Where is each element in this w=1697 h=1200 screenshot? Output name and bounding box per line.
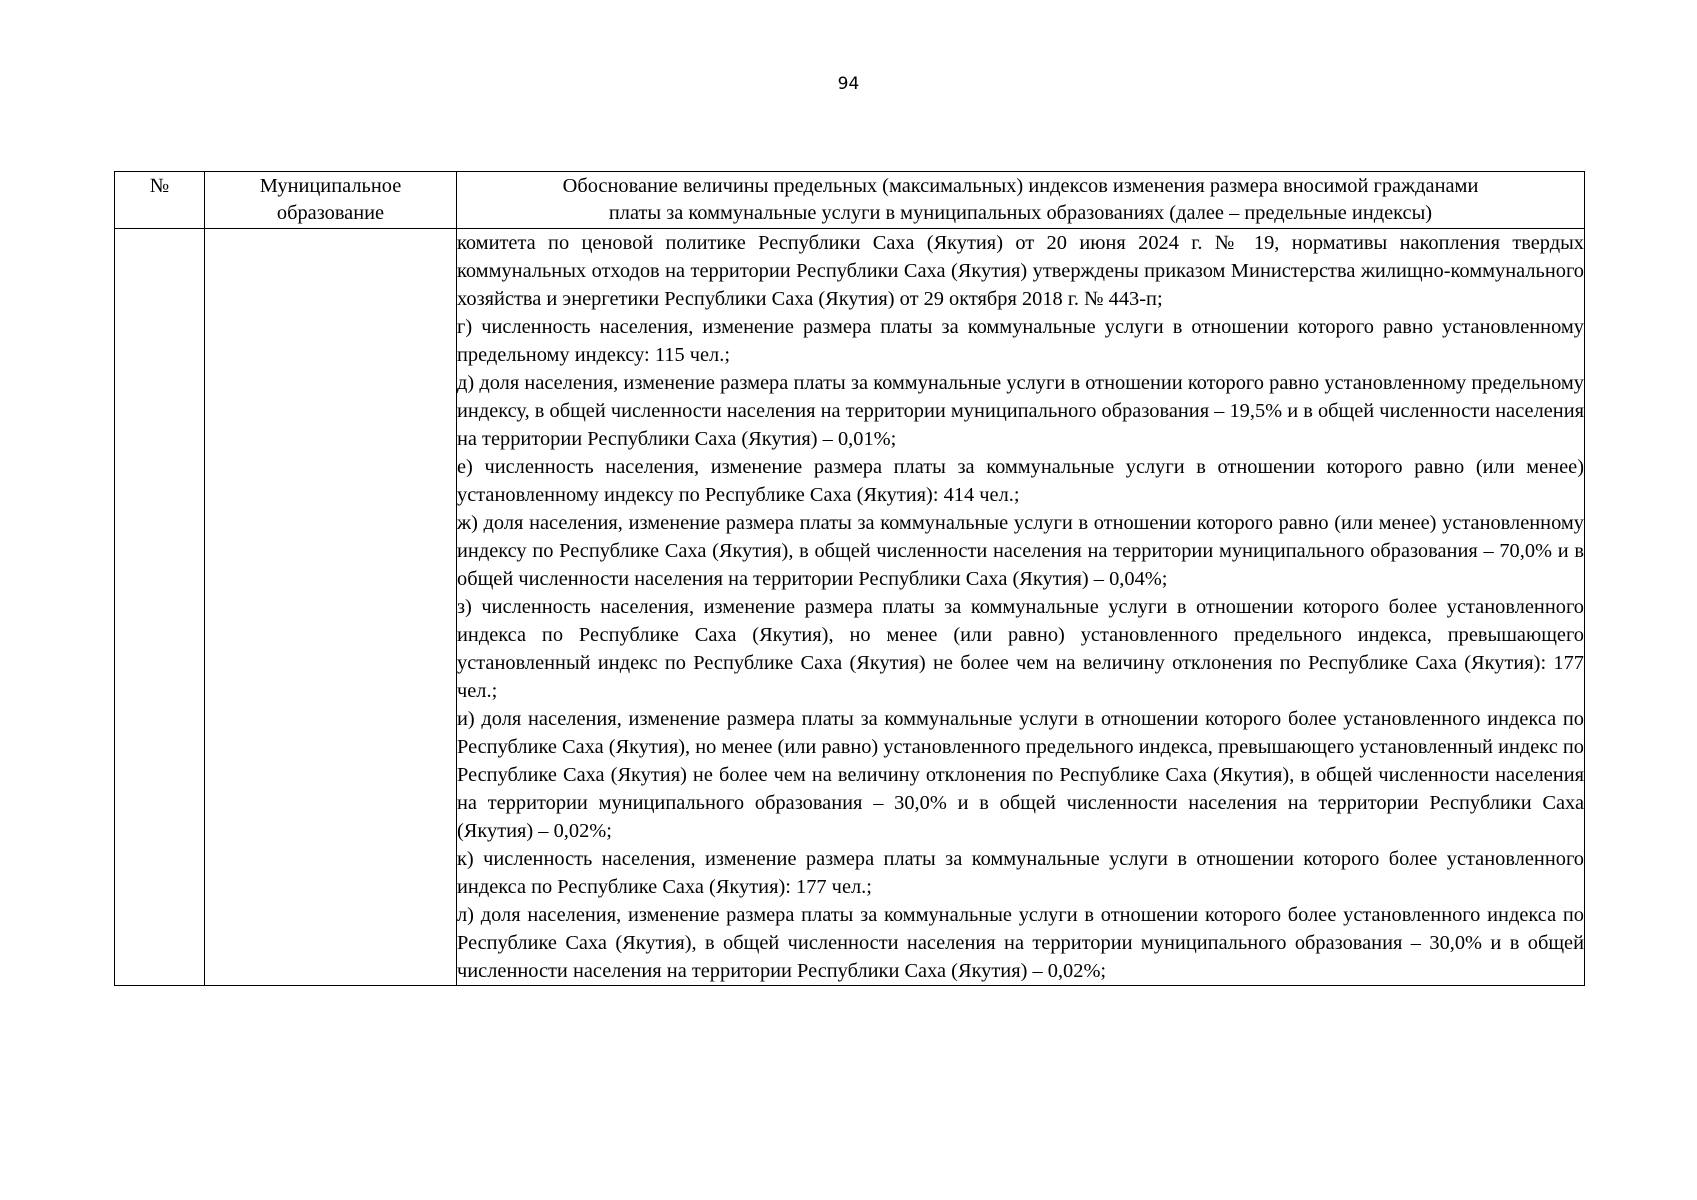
paragraph-i: и) доля населения, изменение размера платы за коммунальные услуги в отношении которого более установленного индекса по Республике Саха (Якутия), но менее (или равно) установленного предельного индекса, превышающего установленный индекс по Республике Саха (Якутия) не более чем на величину отклонения по Республике Саха (Якутия), в общей численности населения на территории муниципального образования – 30,0% и в общей численности населения на территории Республики Саха (Якутия) – 0,02%; <box>457 708 1584 842</box>
paragraph-d: д) доля населения, изменение размера платы за коммунальные услуги в отношении которого равно установленному предельному индексу, в общей численности населения на территории муниципального образования – 19,5% и в общей численности населения на территории Республики Саха (Якутия) – 0,01%; <box>457 372 1584 450</box>
paragraph-k: к) численность населения, изменение размера платы за коммунальные услуги в отношении которого более установленного индекса по Республике Саха (Якутия): 177 чел.; <box>457 848 1584 898</box>
paragraph-e: е) численность населения, изменение размера платы за коммунальные услуги в отношении которого равно (или менее) установленному индексу по Республике Саха (Якутия): 414 чел.; <box>457 456 1584 506</box>
row-justification-cell <box>457 229 1585 986</box>
justification-table <box>114 171 1585 986</box>
header-justification-line1: Обоснование величины предельных (максимальных) индексов изменения размера вносимой гражданами <box>562 175 1479 197</box>
paragraph-zh: ж) доля населения, изменение размера платы за коммунальные услуги в отношении которого равно (или менее) установленному индексу по Республике Саха (Якутия), в общей численности населения на территории муниципального образования – 70,0% и в общей численности населения на территории Республики Саха (Якутия) – 0,04%; <box>457 512 1584 590</box>
header-justification <box>457 172 1585 229</box>
header-justification-line2: платы за коммунальные услуги в муниципальных образованиях (далее – предельные индексы) <box>608 202 1433 224</box>
paragraph-z: з) численность населения, изменение размера платы за коммунальные услуги в отношении которого более установленного индекса по Республике Саха (Якутия), но менее (или равно) установленного предельного индекса, превышающего установленный индекс по Республике Саха (Якутия) не более чем на величину отклонения по Республике Саха (Якутия): 177 чел.; <box>457 596 1584 702</box>
page-number: 94 <box>837 74 860 94</box>
header-municipality <box>205 172 457 229</box>
header-municipality-line2: образование <box>276 202 385 224</box>
row-municipality-cell <box>205 229 457 986</box>
header-row <box>115 172 1585 229</box>
table-row <box>115 229 1585 986</box>
row-number-cell <box>115 229 205 986</box>
header-municipality-line1: Муниципальное <box>259 175 402 197</box>
paragraph-l: л) доля населения, изменение размера платы за коммунальные услуги в отношении которого более установленного индекса по Республике Саха (Якутия), в общей численности населения на территории муниципального образования – 30,0% и в общей численности населения на территории Республики Саха (Якутия) – 0,02%; <box>457 904 1584 982</box>
paragraph-intro: комитета по ценовой политике Республики Саха (Якутия) от 20 июня 2024 г. № 19, нормативы накопления твердых коммунальных отходов на территории Республики Саха (Якутия) утверждены приказом Министерства жилищно-коммунального хозяйства и энергетики Республики Саха (Якутия) от 29 октября 2018 г. № 443-п; <box>457 232 1584 310</box>
paragraph-g: г) численность населения, изменение размера платы за коммунальные услуги в отношении которого равно установленному предельному индексу: 115 чел.; <box>457 316 1584 366</box>
table-header <box>115 172 1585 229</box>
header-number: № <box>115 172 205 229</box>
